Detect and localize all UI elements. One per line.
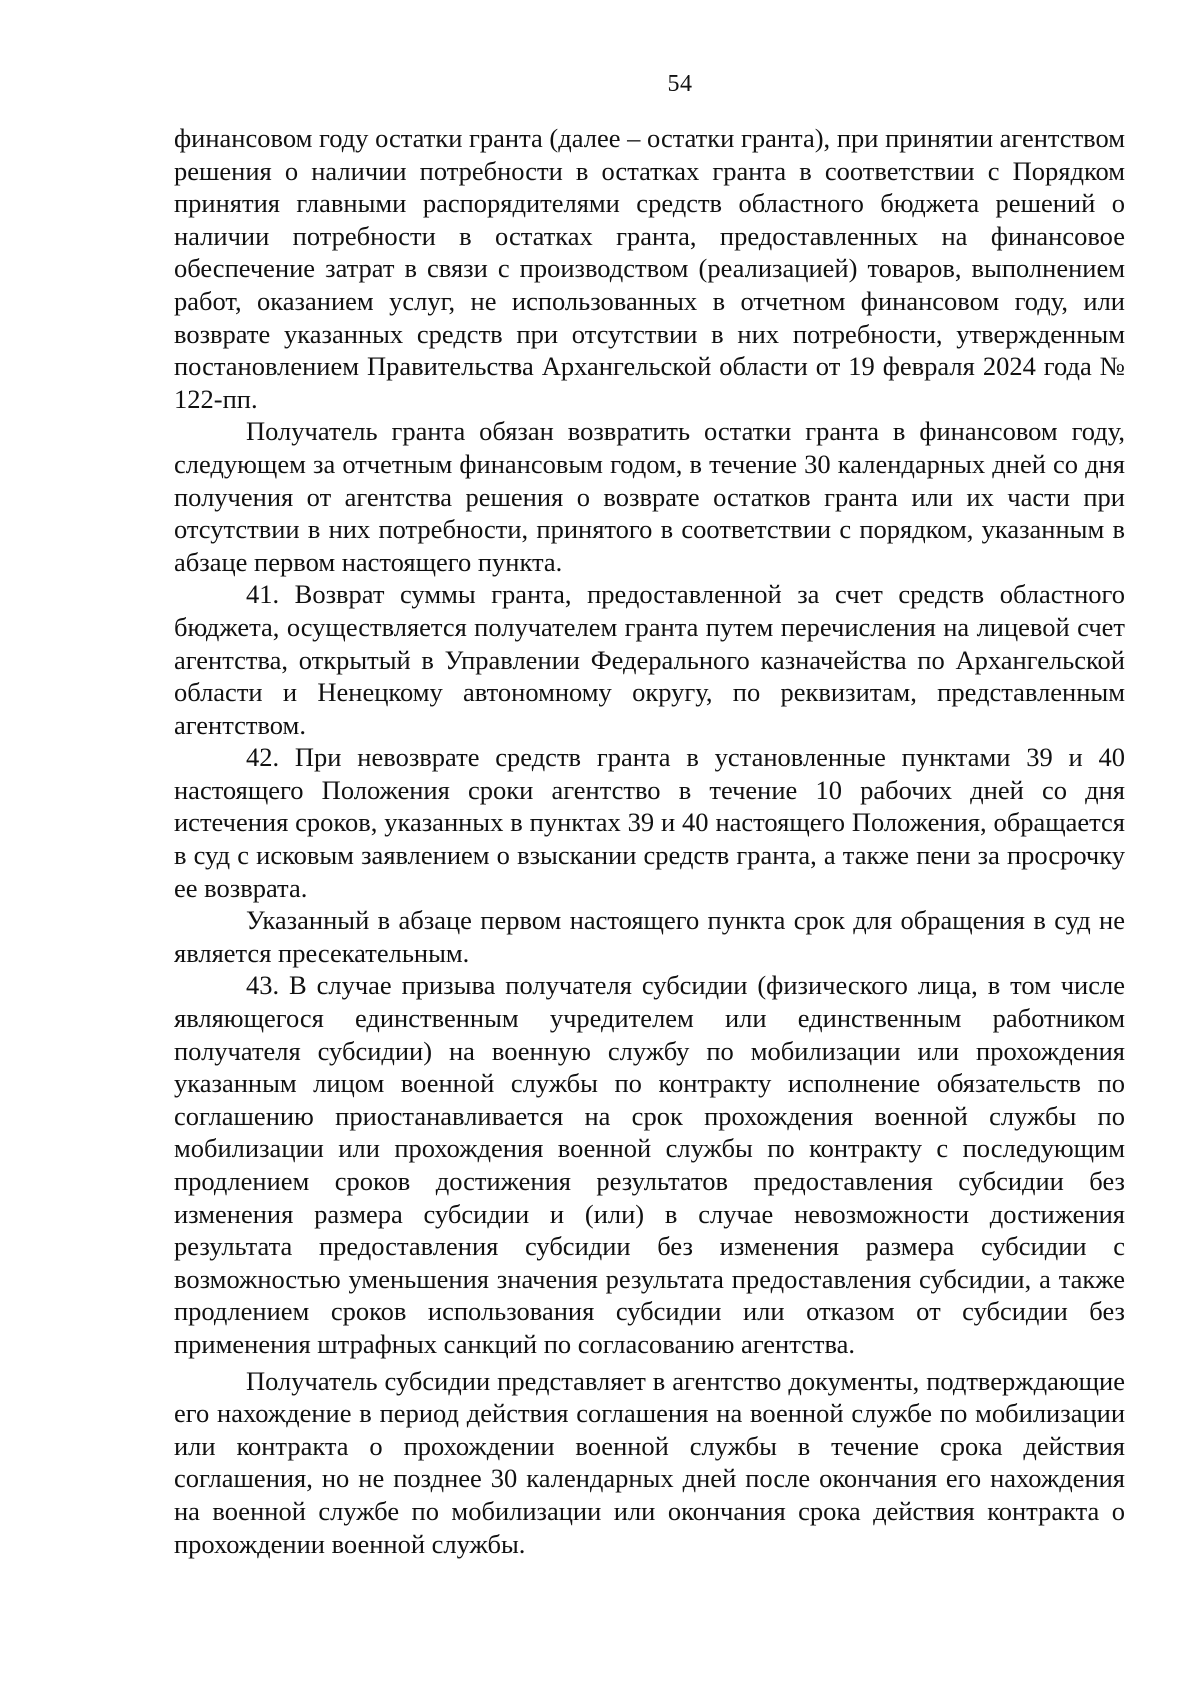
document-body: [174, 122, 1125, 1560]
paragraph-grant-return-obligation: Получатель гранта обязан возвратить остатки гранта в финансовом году, следующем за отчетным финансовым годом, в течение 30 календарных дней со дня получения от агентства решения о возврате остатков гранта или их части при отсутствии в них потребности, принятого в соответствии с порядком, указанным в абзаце первом настоящего пункта.: [174, 416, 1125, 577]
paragraph-item-42: 42. При невозврате средств гранта в установленные пунктами 39 и 40 настоящего Положения сроки агентство в течение 10 рабочих дней со дня истечения сроков, указанных в пунктах 39 и 40 настоящего Положения, обращается в суд с исковым заявлением о взыскании средств гранта, а также пени за просрочку ее возврата.: [174, 742, 1125, 903]
paragraph-court-deadline: Указанный в абзаце первом настоящего пункта срок для обращения в суд не является пресекательным.: [174, 905, 1125, 968]
paragraph-military-documents: Получатель субсидии представляет в агентство документы, подтверждающие его нахождение в период действия соглашения на военной службе по мобилизации или контракта о прохождении военной службы в течение срока действия соглашения, но не позднее 30 календарных дней после окончания его нахождения на военной службе по мобилизации или окончания срока действия контракта о прохождении военной службы.: [174, 1365, 1125, 1559]
paragraph-item-41: 41. Возврат суммы гранта, предоставленной за счет средств областного бюджета, осуществляется получателем гранта путем перечисления на лицевой счет агентства, открытый в Управлении Федерального казначейства по Архангельской области и Ненецкому автономному округу, по реквизитам, представленным агентством.: [174, 579, 1125, 740]
page-number: 54: [667, 71, 693, 97]
paragraph-item-43: 43. В случае призыва получателя субсидии (физического лица, в том числе являющегося единственным учредителем или единственным работником получателя субсидии) на военную службу по мобилизации или прохождения указанным лицом военной службы по контракту исполнение обязательств по соглашению приостанавливается на срок прохождения военной службы по мобилизации или прохождения военной службы по контракту с последующим продлением сроков достижения результатов предоставления субсидии без изменения размера субсидии и (или) в случае невозможности достижения результата предоставления субсидии без изменения размера субсидии с возможностью уменьшения значения результата предоставления субсидии, а также продлением сроков использования субсидии или отказом от субсидии без применения штрафных санкций по согласованию агентства.: [174, 970, 1125, 1359]
paragraph-continuation: финансовом году остатки гранта (далее – остатки гранта), при принятии агентством решения о наличии потребности в остатках гранта в соответствии с Порядком принятия главными распорядителями средств областного бюджета решений о наличии потребности в остатках гранта, предоставленных на финансовое обеспечение затрат в связи с производством (реализацией) товаров, выполнением работ, оказанием услуг, не использованных в отчетном финансовом году, или возврате указанных средств при отсутствии в них потребности, утвержденным постановлением Правительства Архангельской области от 19 февраля 2024 года № 122-пп.: [174, 123, 1125, 414]
